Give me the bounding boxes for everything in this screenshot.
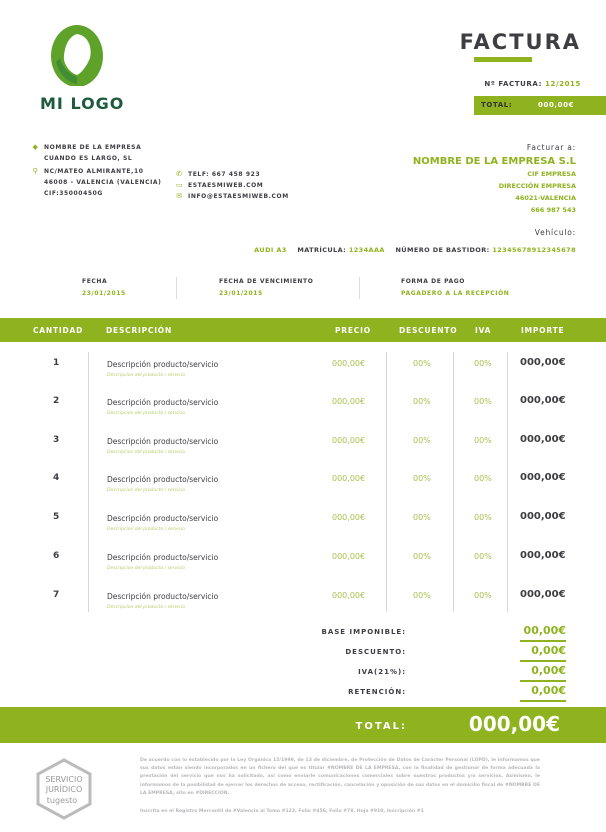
row-description: Descripción producto/servicio — [107, 475, 219, 484]
invoice-number-value: 12/2015 — [545, 80, 581, 88]
table-row — [0, 356, 606, 394]
row-description: Descripción producto/servicio — [107, 592, 219, 601]
row-iva: 00% — [474, 359, 492, 368]
issuer-web: ESTAESMIWEB.COM — [188, 182, 264, 189]
issuer-city: 46008 - VALENCIA (VALENCIA) — [44, 179, 162, 186]
totals-value: 0,00€ — [531, 644, 566, 657]
plate-value: 1234AAA — [348, 246, 385, 254]
row-price: 000,00€ — [332, 397, 366, 406]
vehicle-info — [254, 228, 576, 254]
totals-label: BASE IMPONIBLE: — [321, 628, 406, 636]
issuer-name-2: CUANDO ES LARGO, SL — [44, 155, 133, 162]
row-amount: 000,00€ — [520, 589, 566, 600]
row-subdescription: Descripcion del producto / servicio — [107, 527, 185, 532]
bill-to-address: DIRECCIÓN EMPRESA — [498, 182, 576, 190]
row-description: Descripción producto/servicio — [107, 437, 219, 446]
row-amount: 000,00€ — [520, 472, 566, 483]
svg-text:SERVICIO: SERVICIO — [45, 775, 83, 784]
row-discount: 00% — [413, 397, 431, 406]
issuer-name: NOMBRE DE LA EMPRESA — [44, 144, 142, 151]
totals-label: IVA(21%): — [358, 668, 406, 676]
row-iva: 00% — [474, 474, 492, 483]
vehicle-label: Vehículo: — [534, 228, 576, 237]
row-iva: 00% — [474, 513, 492, 522]
legal-badge — [34, 758, 94, 824]
totals-label: RETENCIÓN: — [348, 688, 406, 696]
bill-to-cif: CIF EMPRESA — [527, 170, 576, 178]
row-subdescription: Descripcion del producto / servicio — [107, 411, 185, 416]
table-row — [0, 510, 606, 548]
logo-text: MI LOGO — [40, 94, 125, 113]
plate-label: MATRÍCULA: — [297, 246, 347, 254]
due-label: FECHA DE VENCIMIENTO — [219, 278, 314, 285]
row-iva: 00% — [474, 397, 492, 406]
row-subdescription: Descripcion del producto / servicio — [107, 566, 185, 571]
date-label: FECHA — [82, 278, 108, 285]
table-row — [0, 471, 606, 509]
row-qty: 3 — [53, 435, 60, 445]
issuer-info — [32, 142, 162, 199]
totals-underline — [520, 700, 566, 702]
issuer-contact — [176, 169, 289, 202]
row-discount: 00% — [413, 436, 431, 445]
row-discount: 00% — [413, 591, 431, 600]
invoice-number-label: Nº FACTURA: — [484, 80, 542, 88]
row-amount: 000,00€ — [520, 434, 566, 445]
header-total — [474, 96, 606, 115]
due-value: 23/01/2015 — [219, 290, 263, 297]
row-discount: 00% — [413, 359, 431, 368]
row-qty: 2 — [53, 396, 60, 406]
totals-underline — [520, 660, 566, 662]
pay-label: FORMA DE PAGO — [401, 278, 466, 285]
vehicle-model: AUDI A3 — [254, 246, 287, 254]
divider — [359, 277, 360, 299]
bill-to-phone: 666 987 543 — [530, 206, 576, 214]
row-qty: 6 — [53, 551, 60, 561]
grand-total-label: TOTAL: — [355, 721, 407, 732]
phone-icon: ✆ — [176, 170, 183, 178]
row-qty: 5 — [53, 512, 60, 522]
row-iva: 00% — [474, 591, 492, 600]
payment-method — [401, 278, 509, 297]
logo — [46, 22, 110, 90]
row-iva: 00% — [474, 436, 492, 445]
row-amount: 000,00€ — [520, 357, 566, 368]
totals-row — [300, 664, 566, 682]
totals-value: 0,00€ — [531, 664, 566, 677]
bill-to-label: Facturar a: — [526, 143, 576, 152]
servicio-juridico-badge-icon — [34, 758, 94, 820]
bill-to-name: NOMBRE DE LA EMPRESA S.L — [412, 156, 576, 167]
bill-to-city: 46021-VALENCIA — [515, 194, 576, 202]
grand-total-bar — [0, 707, 606, 743]
row-subdescription: Descripcion del producto / servicio — [107, 488, 185, 493]
row-amount: 000,00€ — [520, 550, 566, 561]
issuer-address: NC/MATEO ALMIRANTE,10 — [44, 168, 144, 175]
table-row — [0, 394, 606, 432]
table-row — [0, 588, 606, 626]
lopd-text: De acuerdo con lo establecido por la Ley Orgánica 15/1999, de 13 de diciembre, de Protección de Datos de Carácter Personal (LOPD), le informamos que sus datos están siendo incorporados en un fichero del que es titular #NOMBRE DE LA EMPRESA, con la finalidad de gestionar de forma adecuada la prestación del servicio que nos ha solicitado, así como enviarle comunicaciones comerciales sobre nuestros productos y/o servicios. Asimismo, le informamos de la posibilidad de ejercer los derechos de acceso, rectificación, cancelación y oposición de sus datos en el domicilio fiscal de #NOMBRE DE LA EMPRESA, sito en #DIRECCIÓN. — [140, 758, 540, 796]
col-descripcion: DESCRIPCIÓN — [106, 326, 173, 335]
vin-value: 12345678912345678 — [492, 246, 576, 254]
col-descuento: DESCUENTO — [399, 326, 458, 335]
totals-value: 00,00€ — [523, 624, 566, 637]
row-amount: 000,00€ — [520, 511, 566, 522]
row-subdescription: Descripcion del producto / servicio — [107, 605, 185, 610]
row-amount: 000,00€ — [520, 395, 566, 406]
row-subdescription: Descripcion del producto / servicio — [107, 450, 185, 455]
title-underline — [474, 57, 532, 62]
row-description: Descripción producto/servicio — [107, 553, 219, 562]
col-cantidad: CANTIDAD — [33, 326, 84, 335]
row-discount: 00% — [413, 474, 431, 483]
row-qty: 7 — [53, 590, 60, 600]
totals-row — [300, 624, 566, 642]
registry-text: Inscrita en el Registro Mercantil de #Valencia al Tomo #123, Folio #456, Folio #78, Hoja #910, Inscripción #1 — [140, 809, 424, 815]
logo-ring-icon — [46, 22, 110, 86]
row-description: Descripción producto/servicio — [107, 360, 219, 369]
row-subdescription: Descripcion del producto / servicio — [107, 373, 185, 378]
pay-value: PAGADERO A LA RECEPCIÓN — [401, 290, 510, 297]
totals-value: 0,00€ — [531, 684, 566, 697]
due-date — [219, 278, 313, 297]
totals-label: DESCUENTO: — [345, 648, 406, 656]
row-iva: 00% — [474, 552, 492, 561]
divider — [176, 277, 177, 299]
tag-icon: ◆ — [32, 143, 39, 151]
row-qty: 1 — [53, 358, 60, 368]
totals-underline — [520, 640, 566, 642]
row-qty: 4 — [53, 473, 60, 483]
row-description: Descripción producto/servicio — [107, 398, 219, 407]
col-precio: PRECIO — [335, 326, 371, 335]
row-description: Descripción producto/servicio — [107, 514, 219, 523]
col-importe: IMPORTE — [521, 326, 565, 335]
lopd-notice — [140, 757, 540, 816]
table-header — [0, 318, 606, 342]
row-price: 000,00€ — [332, 552, 366, 561]
header-total-label: TOTAL: — [481, 101, 513, 109]
issuer-cif: CIF:35000450G — [44, 190, 103, 197]
svg-text:tugesto: tugesto — [46, 796, 78, 805]
invoice-date — [82, 278, 126, 297]
issuer-email: INFO@ESTAESMIWEB.COM — [188, 193, 289, 200]
page-title: FACTURA — [459, 30, 581, 54]
issuer-phone: TELF: 667 458 923 — [188, 171, 261, 178]
laptop-icon: ▭ — [176, 181, 184, 189]
svg-text:JURÍDICO: JURÍDICO — [45, 785, 83, 794]
table-row — [0, 433, 606, 471]
location-pin-icon: ⚲ — [32, 167, 39, 175]
row-price: 000,00€ — [332, 359, 366, 368]
table-row — [0, 549, 606, 587]
row-discount: 00% — [413, 552, 431, 561]
date-value: 23/01/2015 — [82, 290, 126, 297]
grand-total-value: 000,00€ — [468, 712, 560, 736]
invoice-number — [484, 80, 581, 88]
row-price: 000,00€ — [332, 436, 366, 445]
envelope-icon: ✉ — [176, 192, 183, 200]
col-iva: IVA — [475, 326, 492, 335]
bill-to — [413, 142, 576, 216]
totals-row — [300, 644, 566, 662]
row-price: 000,00€ — [332, 474, 366, 483]
vin-label: NÚMERO DE BASTIDOR: — [395, 246, 490, 254]
header-total-value: 000,00€ — [538, 101, 575, 109]
row-discount: 00% — [413, 513, 431, 522]
row-price: 000,00€ — [332, 591, 366, 600]
totals-row — [300, 684, 566, 702]
row-price: 000,00€ — [332, 513, 366, 522]
totals-underline — [520, 680, 566, 682]
